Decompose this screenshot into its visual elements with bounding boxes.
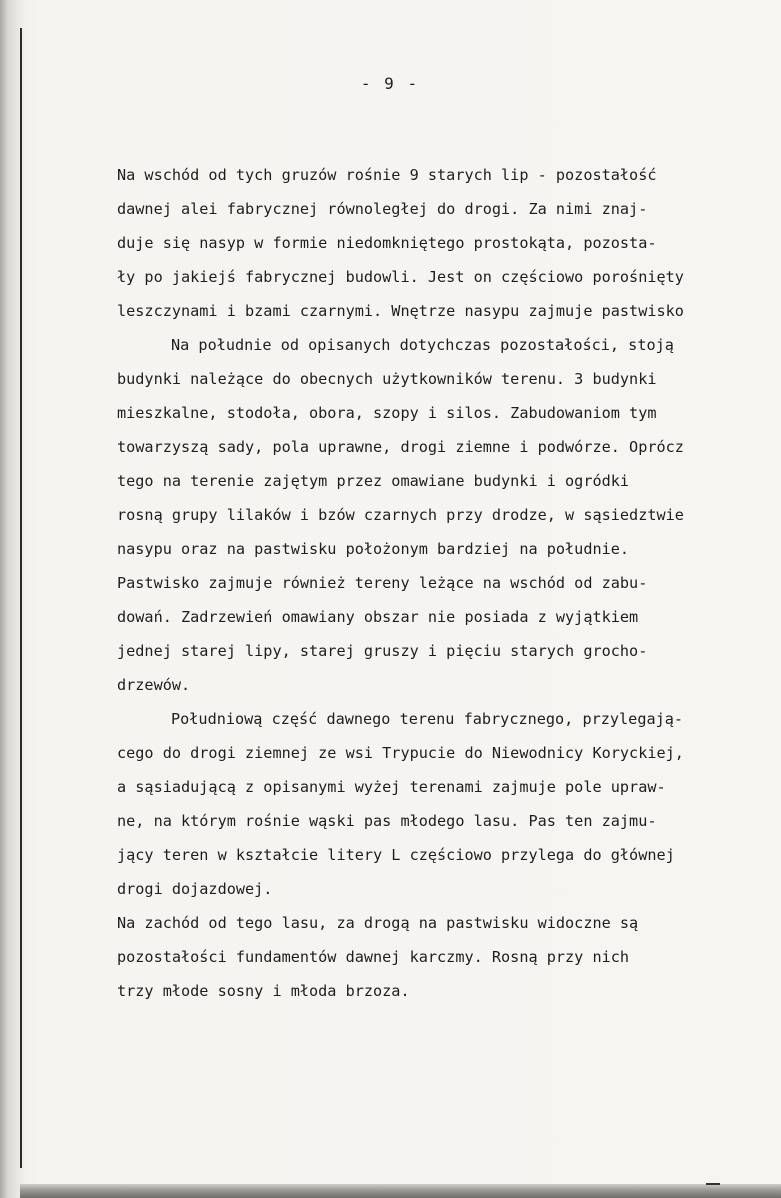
text-line: tego na terenie zajętym przez omawiane budynki i ogródki [117, 472, 630, 490]
text-line: jednej starej lipy, starej gruszy i pięciu starych grocho- [117, 642, 648, 660]
text-line: rosną grupy lilaków i bzów czarnych przy drodze, w sąsiedztwie [117, 506, 684, 524]
text-line: budynki należące do obecnych użytkowników terenu. 3 budynki [117, 370, 657, 388]
text-line: pozostałości fundamentów dawnej karczmy. Rosną przy nich [117, 948, 630, 966]
text-line: dawnej alei fabrycznej równoległej do drogi. Za nimi znaj- [117, 200, 648, 218]
text-line: trzy młode sosny i młoda brzoza. [117, 982, 410, 1000]
text-line: Pastwisko zajmuje również tereny leżące na wschód od zabu- [117, 574, 648, 592]
text-line: mieszkalne, stodoła, obora, szopy i silos. Zabudowaniom tym [117, 404, 657, 422]
text-line: Na południe od opisanych dotychczas pozostałości, stoją [171, 336, 674, 354]
text-line: Na zachód od tego lasu, za drogą na pastwisku widoczne są [117, 914, 639, 932]
corner-mark [706, 1183, 720, 1185]
text-line: drogi dojazdowej. [117, 880, 273, 898]
binding-edge-shadow [0, 0, 26, 1198]
bottom-edge-shadow [20, 1184, 781, 1198]
text-line: leszczynami i bzami czarnymi. Wnętrze nasypu zajmuje pastwisko [117, 302, 684, 320]
text-line: dowań. Zadrzewień omawiany obszar nie posiada z wyjątkiem [117, 608, 639, 626]
page-number: - 9 - [360, 74, 420, 93]
text-line: ne, na którym rośnie wąski pas młodego lasu. Pas ten zajmu- [117, 812, 657, 830]
body-text [117, 158, 767, 1008]
text-line: cego do drogi ziemnej ze wsi Trypucie do Niewodnicy Koryckiej, [117, 744, 684, 762]
text-line: duje się nasyp w formie niedomkniętego prostokąta, pozosta- [117, 234, 657, 252]
text-line: Południową część dawnego terenu fabrycznego, przylegają- [171, 710, 684, 728]
text-line: drzewów. [117, 676, 191, 694]
text-line: nasypu oraz na pastwisku położonym bardziej na południe. [117, 540, 630, 558]
text-line: jący teren w kształcie litery L częściowo przylega do głównej [117, 846, 675, 864]
text-line: a sąsiadującą z opisanymi wyżej terenami zajmuje pole upraw- [117, 778, 666, 796]
text-line: ły po jakiejś fabrycznej budowli. Jest on częściowo porośnięty [117, 268, 684, 286]
text-line: towarzyszą sady, pola uprawne, drogi ziemne i podwórze. Oprócz [117, 438, 684, 456]
text-line: Na wschód od tych gruzów rośnie 9 starych lip - pozostałość [117, 166, 657, 184]
binding-line [20, 28, 22, 1168]
